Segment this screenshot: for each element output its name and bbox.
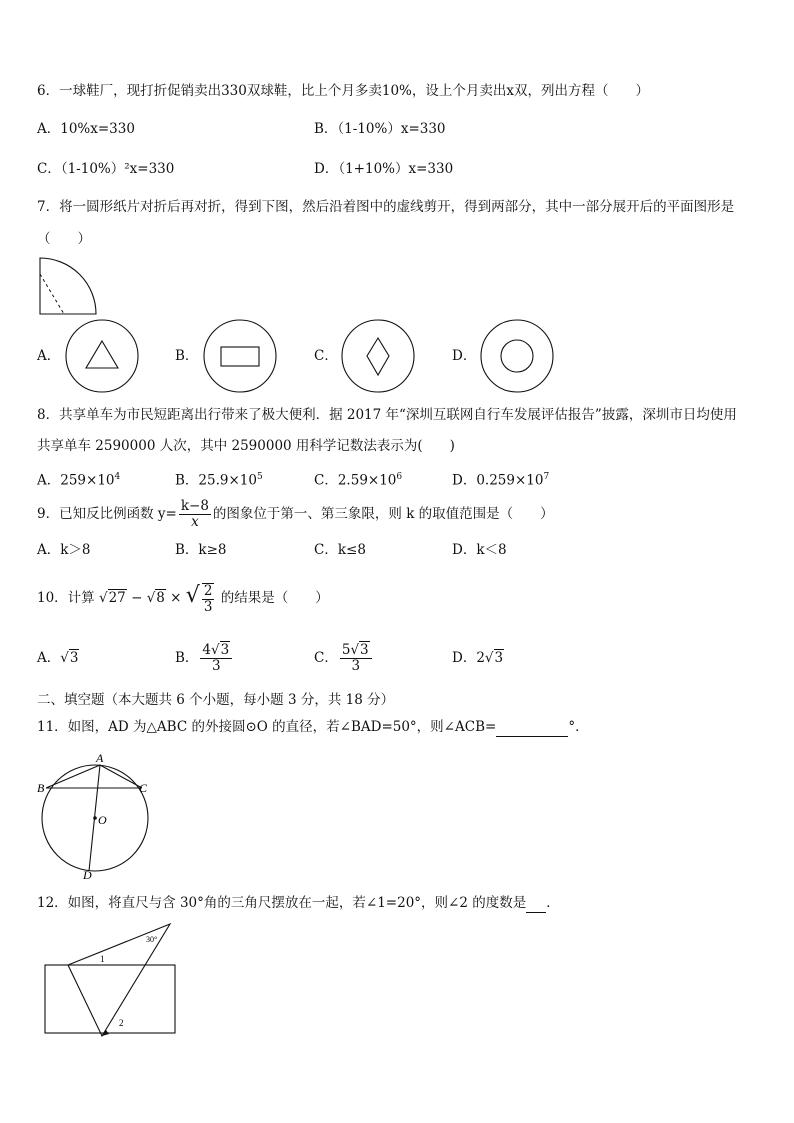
section-heading-fill-blank: 二、填空题（本大题共 6 个小题，每小题 3 分，共 18 分） (37, 692, 395, 708)
q7-option-b-rectangle-ring[interactable] (202, 318, 278, 394)
q9-fraction: $\frac{k-8}{x}$ (180, 498, 209, 530)
sqrt-symbol: √ (185, 583, 200, 608)
q7-stem-line2: （ ） (37, 231, 91, 247)
q10-option-d[interactable]: D．2√3 (452, 650, 504, 666)
q9-option-b[interactable]: B．k≥8 (175, 542, 227, 558)
q7-option-d-label[interactable]: D． (452, 348, 477, 364)
q11-stem: 11．如图，AD 为△ABC 的外接圆⊙O 的直径，若∠BAD=50°，则∠ACB= °． (37, 719, 589, 735)
q9-option-d[interactable]: D．k＜8 (452, 542, 507, 558)
q7-option-a-triangle-ring[interactable] (64, 318, 140, 394)
q7-folded-paper-figure (38, 256, 100, 316)
q6-option-c[interactable]: C．（1-10%）²x=330 (37, 161, 175, 177)
q10-fraction: $\frac{2}{3}$ (203, 582, 213, 615)
q8-stem-line2: 共享单车 2590000 人次，其中 2590000 用科学记数法表示为( ) (37, 438, 455, 454)
q10-option-c[interactable]: C． $\frac{5√3}{3}$ (314, 640, 374, 676)
q9-stem: 9．已知反比例函数 y= $\frac{k-8}{x}$ 的图象位于第一、第三象限，则 k 的取值范围是（ ） (37, 498, 554, 530)
sqrt-symbol: √ (211, 642, 220, 658)
q11-label-b: B (37, 781, 45, 795)
q12-ruler-triangle-figure (42, 920, 182, 1040)
q8-option-d[interactable]: D．$0.259\times 10^7$ (452, 472, 550, 489)
q7-option-c-label[interactable]: C． (314, 348, 338, 364)
q8-option-a[interactable]: A．$259\times 10^4$ (37, 472, 121, 489)
sqrt-symbol: √ (350, 642, 360, 658)
sqrt-symbol: √ (146, 590, 156, 606)
q7-option-d-circle-ring[interactable] (479, 318, 555, 394)
q12-label-angle2: 2 (119, 1018, 124, 1028)
q9-option-a[interactable]: A．k＞8 (37, 542, 91, 558)
q7-option-b-label[interactable]: B． (175, 348, 199, 364)
q12-answer-blank[interactable] (526, 894, 546, 913)
sqrt-symbol: √ (60, 650, 69, 666)
q8-stem-line1: 8．共享单车为市民短距离出行带来了极大便利．据 2017 年“深圳互联网自行车发展评估报告”披露，深圳市日均使用 (37, 407, 737, 423)
q11-answer-blank[interactable] (496, 718, 568, 737)
q11-label-a: A (96, 751, 104, 765)
q12-label-angle1: 1 (100, 954, 105, 964)
q11-label-o: O (98, 813, 107, 827)
q11-label-d: D (83, 868, 92, 882)
q10-option-a[interactable]: A．√3 (37, 650, 79, 666)
q6-stem: 6．一球鞋厂，现打折促销卖出330双球鞋，比上个月多卖10%，设上个月卖出x双，列出方程（ ） (37, 83, 649, 99)
q6-option-d[interactable]: D．（1+10%）x=330 (314, 161, 454, 177)
q11-circle-figure (36, 750, 161, 880)
q12-stem: 12．如图，将直尺与含 30°角的三角尺摆放在一起，若∠1=20°，则∠2 的度数是 ． (37, 895, 560, 911)
sqrt-symbol: √ (484, 650, 494, 666)
q6-option-b[interactable]: B．（1-10%）x=330 (314, 121, 446, 137)
q12-label-30deg: 30° (146, 935, 158, 944)
q11-label-c: C (139, 781, 148, 795)
q8-option-b[interactable]: B．$25.9\times 10^5$ (175, 472, 263, 489)
q10-option-b[interactable]: B． $\frac{4√3}{3}$ (175, 640, 234, 676)
q7-option-a-label[interactable]: A． (37, 348, 61, 364)
sqrt-symbol: √ (98, 590, 108, 606)
q7-option-c-rhombus-ring[interactable] (340, 318, 416, 394)
q9-option-c[interactable]: C．k≤8 (314, 542, 366, 558)
q10-stem: 10．计算 √27 − √8 × √ $\frac{2}{3}$ 的结果是（ ） (37, 582, 329, 615)
q6-option-a[interactable]: A．10%x=330 (37, 121, 135, 137)
q8-option-c[interactable]: C．$2.59\times 10^6$ (314, 472, 403, 489)
q7-stem-line1: 7．将一圆形纸片对折后再对折，得到下图，然后沿着图中的虚线剪开，得到两部分，其中一部分展开后的平面图形是 (37, 199, 735, 215)
